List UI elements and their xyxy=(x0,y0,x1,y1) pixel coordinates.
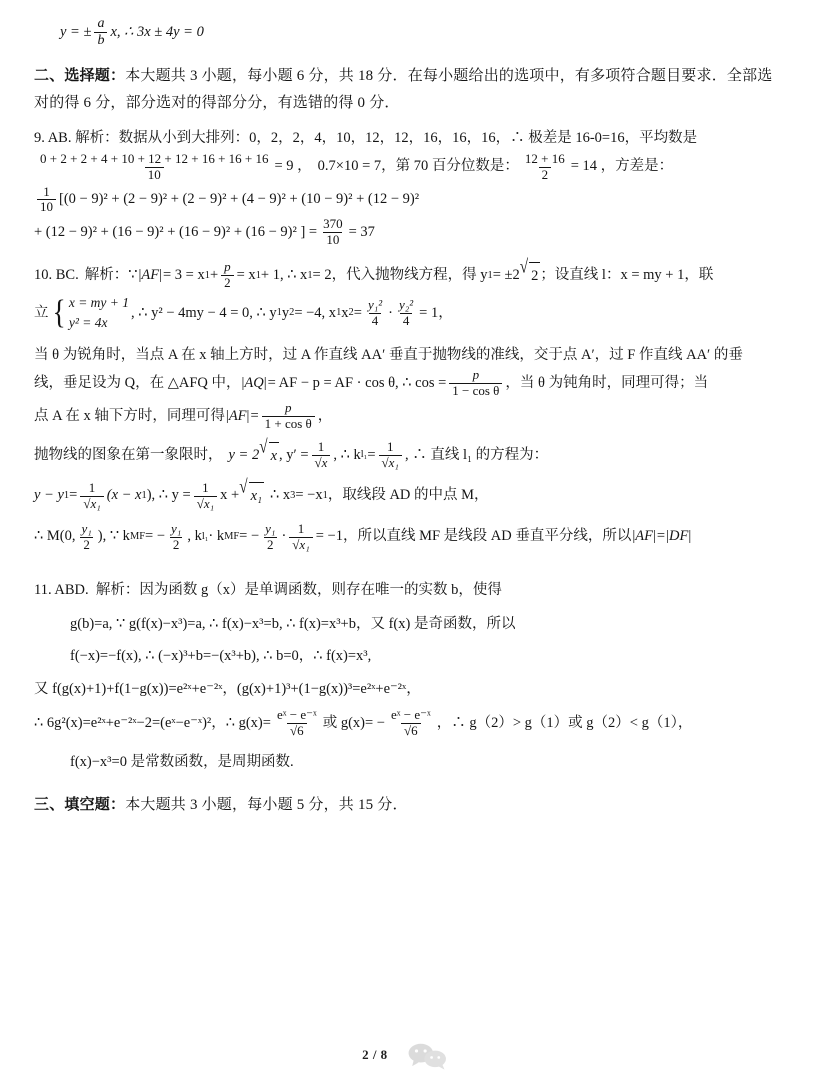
q11-analysis-label: 解析： xyxy=(95,581,140,598)
q10-l4b: = AF − p = AF · cos θ, ∴ cos = xyxy=(267,374,447,391)
abs-bars-af: |AF| xyxy=(138,266,162,283)
q10-l1g: = ±2 xyxy=(492,266,520,283)
section-2-heading xyxy=(34,63,779,117)
q10-l5a: 点 A 在 x 轴下方时，同理可得 xyxy=(34,407,225,424)
q10-analysis-label: 解析： xyxy=(84,266,129,283)
abs-bars-af-3: |AF| xyxy=(632,528,656,545)
q10-l6f: , ∴ 直线 l₁ 的方程为： xyxy=(404,446,549,463)
q10-l4c: ，当 θ 为钝角时，同理可得；当 xyxy=(505,374,709,391)
fraction-gx-sqrt6-b: $\frac{\text{eˣ − e⁻ˣ}}{√6}$ xyxy=(390,707,431,739)
q9-mean-result: = 9 ， xyxy=(274,158,312,175)
fraction-1-over-sqrtx1-c: $\frac{1}{\text{√x₁}}$ xyxy=(194,481,217,512)
abs-bars-df: |DF| xyxy=(666,528,692,545)
abs-bars-af-2: |AF| xyxy=(225,407,250,424)
abs-bars-aq: |AQ| xyxy=(241,374,267,391)
fraction-1-over-sqrtx1-d: $\frac{1}{\text{√x₁}}$ xyxy=(289,522,312,553)
section-3-text: 本大题共 3 小题，每小题 5 分，共 15 分． xyxy=(125,796,408,813)
q11-l5c: ，∴ g（2）> g（1）或 g（2）< g（1）， xyxy=(436,715,693,732)
sqrt-2: √ 2 xyxy=(520,261,541,291)
q10-l8a: ∴ M(0, xyxy=(34,528,76,545)
q10-l2c: = −4, x xyxy=(294,304,337,321)
fraction-y1-2-b: $\frac{\text{y₁}}{2}$ xyxy=(171,520,182,552)
fraction-1-over-sqrtx1: $\frac{1}{\text{√x₁}}$ xyxy=(379,440,402,471)
q10-l6a: 抛物线的图象在第一象限时， xyxy=(34,446,223,463)
q10-line-6: 抛物线的图象在第一象限时， y = 2 √ x , y′ = $\frac{1}{√x}$ , ∴ k l₁ = $\frac{1}{\text{√x₁}}$ , ∴ 直线 l₁ 的方程为： xyxy=(34,435,549,470)
q9-percentile-result: = 14 ，方差是： xyxy=(570,158,674,175)
fraction-p-over-1-plus-cos: $\frac{p}{\text{1 + cos θ}}$ xyxy=(262,401,315,432)
q10-l1a: ∵ xyxy=(128,266,138,283)
q9-analysis-label: 解析： xyxy=(75,130,119,147)
q10-l8i: = xyxy=(656,528,666,545)
fraction-percentile: $\frac{12 + 16}{2}$ xyxy=(524,150,565,182)
q10-l2a: , ∴ y² − 4my − 4 = 0, ∴ y xyxy=(131,304,277,321)
q10-l7h: ，取线段 AD 的中点 M， xyxy=(327,487,489,504)
q10-l1b: = 3 = x xyxy=(162,266,205,283)
q10-line-3: 当 θ 为锐角时，当点 A 在 x 轴上方时，过 A 作直线 AA′ 垂直于抛物线的准线，交于点 A′，过 F 作直线 AA′ 的垂 xyxy=(34,346,743,363)
q9-label: 9. AB. xyxy=(34,130,72,147)
q10-l8h: = −1，所以直线 MF 是线段 AD 垂直平分线，所以 xyxy=(315,528,632,545)
fraction-p-over-1-minus-cos: $\frac{p}{\text{1 − cos θ}}$ xyxy=(449,368,502,399)
q10-l5b: = xyxy=(250,407,259,424)
q10-line-7: y − y 1 = $\frac{1}{\text{√x₁}}$ (x − x 1 ), ∴ y = $\frac{1}{\text{√x₁}}$ x + √ x₁ ∴ x 3 = −x 1 ，取线段 AD 的中点 M， xyxy=(34,476,489,511)
q11-line-1: 因为函数 g（x）是单调函数，则存在唯一的实数 b，使得 xyxy=(139,581,502,598)
q10-l2d: x xyxy=(341,304,349,321)
q10-label: 10. BC. xyxy=(34,266,79,283)
q11-line-4: 又 f(g(x)+1)+f(1−g(x))=e²ˣ+e⁻²ˣ，(g(x)+1)³+(1−g(x))³=e²ˣ+e⁻²ˣ， xyxy=(34,680,421,697)
fraction-a-over-b: $\frac{a}{b}$ xyxy=(94,16,107,49)
q10-l2f: = 1， xyxy=(419,304,453,321)
q10-l8f: = − xyxy=(239,528,260,545)
case-equation-2: y² = 4x xyxy=(68,315,108,331)
q11-l5b: 或 g(x)= − xyxy=(322,715,385,732)
q11-label: 11. ABD. xyxy=(34,581,89,598)
q11-line-6: f(x)−x³=0 是常数函数，是周期函数. xyxy=(70,754,294,771)
q10-l2e: = xyxy=(353,304,362,321)
system-of-equations: { x = my + 1 y² = 4x xyxy=(51,293,130,334)
sqrt-x: √ x xyxy=(259,441,279,471)
q11-line-3: f(−x)=−f(x), ∴ (−x)³+b=−(x³+b), ∴ b=0，∴ f(x)=x³, xyxy=(70,648,372,665)
q10-l8d: , k xyxy=(187,528,202,545)
q10-l6b: y = 2 xyxy=(228,446,260,463)
q10-l1h: ；设直线 l：x = my + 1，联 xyxy=(540,266,714,283)
q10-l6e: = xyxy=(367,446,376,463)
fraction-1-over-sqrtx: $\frac{1}{√x}$ xyxy=(312,440,331,471)
wechat-logo-icon xyxy=(405,1041,451,1071)
q9-percentile-text: 0.7×10 = 7，第 70 百分位数是： xyxy=(317,158,519,175)
fraction-370-10: $\frac{370}{10}$ xyxy=(323,216,343,248)
fraction-gx-sqrt6-a: $\frac{\text{eˣ − e⁻ˣ}}{√6}$ xyxy=(276,707,317,739)
q11-line-5 xyxy=(34,708,779,739)
q9-variance-result: = 37 xyxy=(348,224,375,241)
q10-l7c: (x − x xyxy=(106,487,142,504)
q11-line-2: g(b)=a, ∵ g(f(x)−x³)=a, ∴ f(x)−x³=b, ∴ f(x)=x³+b，又 f(x) 是奇函数，所以 xyxy=(70,615,516,632)
q9-variance-line-2 xyxy=(34,217,779,248)
section-2-text: 本大题共 3 小题，每小题 6 分，共 18 分．在每小题给出的选项中，有多项符合题目要求．全部选对的得 6 分，部分选对的得部分分，有选错的得 0 分． xyxy=(34,68,773,112)
q10-l7d: ), ∴ y = xyxy=(146,487,191,504)
q10-l7f: ∴ x xyxy=(270,487,291,504)
page-number: 2 / 8 xyxy=(362,1046,388,1062)
q9-variance-body-1: [(0 − 9)² + (2 − 9)² + (2 − 9)² + (4 − 9)² + (10 − 9)² + (12 − 9)² xyxy=(59,191,420,208)
q10-l1f: = 2，代入抛物线方程，得 y xyxy=(312,266,488,283)
q9-line1: 数据从小到大排列：0，2，2，4，10，12，12，16，16，16，∴ 极差是 16-0=16，平均数是 xyxy=(118,130,698,147)
top-formula xyxy=(60,16,779,49)
case-equation-1: x = my + 1 xyxy=(68,295,130,311)
question-11 xyxy=(34,579,779,601)
top-formula-lead: y = ± xyxy=(60,23,92,40)
question-9 xyxy=(34,127,779,149)
fraction-mean: $\frac{0 + 2 + 2 + 4 + 10 + 12 + 12 + 16 + 16 + 16}{10}$ xyxy=(40,150,269,182)
q10-l7b: = xyxy=(69,487,78,504)
fraction-y1-2-a: $\frac{\text{y₁}}{2}$ xyxy=(81,520,92,552)
fraction-1-over-sqrtx1-b: $\frac{1}{\text{√x₁}}$ xyxy=(80,481,103,512)
q10-l7g: = −x xyxy=(295,487,323,504)
q11-l5a: ∴ 6g²(x)=e²ˣ+e⁻²ˣ−2=(eˣ−e⁻ˣ)²，∴ g(x)= xyxy=(34,715,271,732)
question-10-line-1: 10. BC. 解析： ∵ |AF| = 3 = x 1 + $\frac{p}{2}$ = x 1 + 1, ∴ x 1 = 2，代入抛物线方程，得 y 1 = ±2 √ 2 ；设直线 l：x = my + 1，联 xyxy=(34,255,714,291)
q10-line-8: ∴ M(0, $\frac{\text{y₁}}{2}$ ), ∵ k MF = − $\frac{\text{y₁}}{2}$ , k l₁ · k MF = − $\frac{\text{y₁}}{2}$ · $\frac{1}{\text{√x₁}}$ = −1，所以直线 MF 是线段 AD 垂直平分线，所以 |AF| = |DF| xyxy=(34,520,692,552)
q10-l8g: · xyxy=(281,528,287,545)
fraction-one-tenth: $\frac{1}{10}$ xyxy=(37,185,56,216)
section-3-title: 三、填空题： xyxy=(34,796,126,813)
fraction-y1sq-4: $\frac{\text{y₁²}}{4}$ xyxy=(367,296,383,328)
q10-l8c: = − xyxy=(145,528,166,545)
q10-l1e: + 1, ∴ x xyxy=(260,266,308,283)
top-formula-tail: x, ∴ 3x ± 4y = 0 xyxy=(110,23,204,40)
q10-l2-lead: 立 xyxy=(34,304,49,321)
question-10-line-2: 立 { x = my + 1 y² = 4x , ∴ y² − 4my − 4 = 0, ∴ y 1 y 2 = −4, x 1 x 2 = $\frac{\text{y₁²}}{4}$ · $\frac{\text{y₂²}}{4}$ = 1， xyxy=(34,293,779,334)
q9-variance-body-2: + (12 − 9)² + (16 − 9)² + (16 − 9)² + (16 − 9)² ] = xyxy=(34,224,318,241)
page-footer xyxy=(0,1041,813,1071)
q10-l2b: y xyxy=(281,304,290,321)
q9-mean-formula xyxy=(34,152,779,183)
q10-l8e: · k xyxy=(208,528,225,545)
q9-variance-line-1 xyxy=(34,185,779,216)
q10-l5c: ， xyxy=(317,407,333,424)
q10-l7a: y − y xyxy=(34,487,64,504)
section-3-heading xyxy=(34,792,779,819)
fraction-y1-2-c: $\frac{\text{y₁}}{2}$ xyxy=(265,520,276,552)
fraction-p-over-2: $\frac{p}{2}$ xyxy=(221,260,234,291)
q10-line-5 xyxy=(34,401,779,432)
fraction-y2sq-4: $\frac{\text{y₂²}}{4}$ xyxy=(398,296,414,328)
q10-l8b: ), ∵ k xyxy=(97,528,130,545)
q10-l6d: , ∴ k xyxy=(333,446,361,463)
q10-l1c: + xyxy=(209,266,219,283)
q10-l4a: 线，垂足设为 Q，在 △AFQ 中， xyxy=(34,374,241,391)
sqrt-x1: √ x₁ xyxy=(239,481,264,511)
q10-l7e: x + xyxy=(220,487,240,504)
q10-l6c: , y′ = xyxy=(279,446,309,463)
q10-line-4 xyxy=(34,368,779,399)
section-2-title: 二、选择题： xyxy=(34,68,126,85)
q10-l1d: = x xyxy=(236,266,256,283)
q10-dot: · xyxy=(388,304,393,321)
